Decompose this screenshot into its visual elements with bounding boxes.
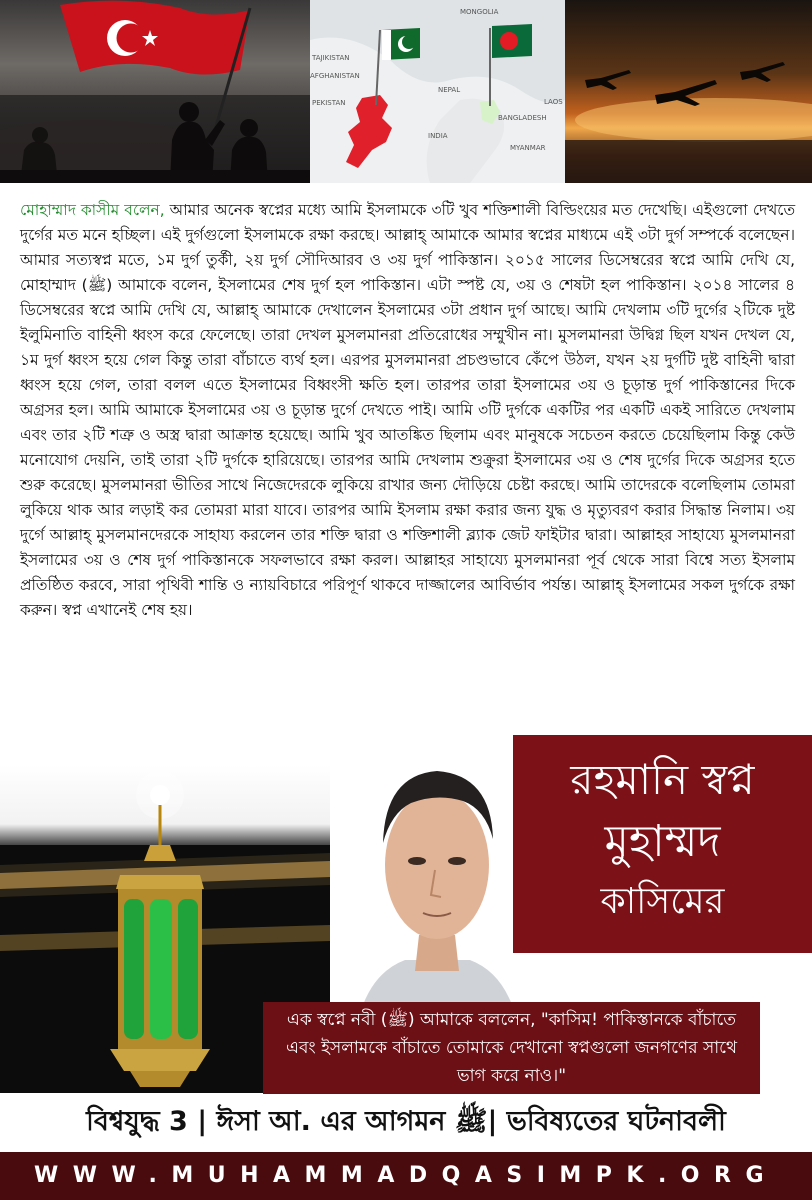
map-label: MYANMAR: [510, 144, 546, 152]
map-label: MONGOLIA: [460, 8, 499, 16]
map-label: INDIA: [428, 132, 448, 140]
top-banner: [0, 0, 812, 183]
title-line-3: কাসিমের: [600, 881, 725, 922]
turkish-flag-protest-image: [0, 0, 310, 183]
map-label: PEKISTAN: [312, 99, 346, 107]
title-line-1: রহমানি স্বপ্ন: [570, 755, 755, 804]
map-label: AFGHANISTAN: [310, 72, 360, 80]
website-url[interactable]: WWW.MUHAMMADQASIMPK.ORG: [0, 1152, 812, 1200]
protest-scene-illustration: [0, 0, 310, 183]
article-body: আমার অনেক স্বপ্নের মধ্যে আমি ইসলামকে ৩টি খুব শক্তিশালী বিল্ডিংয়ের মত দেখেছি। এইগুলো দেখতে দুর্গের মত মনে হচ্ছিল। এই দুর্গগুলো ইসলামকে রক্ষা করছে। আল্লাহ্ আমাকে আমার স্বপ্নের মাধ্যমে এই ৩টা দুর্গ সম্পর্কে বলেছেন। আমার সত্যস্বপ্ন মতে, ১ম দুর্গ তুর্কী, ২য় দুর্গ সৌদিআরব ও ৩য় দুর্গ পাকিস্তান। ২০১৫ সালের ডিসেম্বরের স্বপ্নে আমি দেখি যে, মোহাম্মাদ (ﷺ) আমাকে বলেন, ইসলামের শেষ দুর্গ হল পাকিস্তান। এটা স্পষ্ট যে, ৩য় ও শেষটা হল পাকিস্তান। ২০১৪ সালের ৪ ডিসেম্বরের স্বপ্নে আমি দেখি যে, আল্লাহ্ আমাকে দেখালেন ইসলামের ৩টা প্রধান দুর্গ আছে। আমি দেখলাম ৩টি দুর্গের ২টিকে দুষ্ট ইলুমিনাতি বাহিনী ধ্বংস করে ফেলেছে। তারা দেখল মুসলমানরা প্রতিরোধের সম্মুখীন না। মুসলমানরা উদ্বিগ্ন ছিল যখন দেখল যে, ১ম দুর্গ ধ্বংস হয়ে গেল কিন্তু তারা বাঁচাতে ব্যর্থ হল। এরপর মুসলমানরা প্রচণ্ডভাবে কেঁপে উঠল, যখন ২য় দুর্গটি দুষ্ট বাহিনী দ্বারা ধ্বংস হয়ে গেল, তারা বলল এতে ইসলামের বিধ্বংসী ক্ষতি হল। তারপর তারা ইসলামের ৩য় ও চূড়ান্ত দুর্গ পাকিস্তানের দিকে অগ্রসর হল। আমি আমাকে ইসলামের ৩য় ও চূড়ান্ত দুর্গে দেখতে পাই। আমি ৩টি দুর্গকে একটির পর একটি একই সারিতে দেখলাম এবং তার ২টি শত্রু ও অস্ত্র দ্বারা আক্রান্ত হয়েছে। আমি খুব আতঙ্কিত ছিলাম এবং মানুষকে সচেতন করতে চেয়েছিলাম কিন্তু কেউ মনোযোগ দেয়নি, তাই তারা ২টি দুর্গকে হারিয়েছে। তারপর আমি দেখলাম শুক্রুরা ইসলামের ৩য় ও শেষ দুর্গের দিকে অগ্রসর হতে শুরু করেছে। মুসলমানরা ভীতির সাথে নিজেদেরকে লুকিয়ে রাখার জন্য দৌড়িয়ে চেষ্টা করছে। আমি তাদেরকে বলেছিলাম তোমরা লুকিয়ে থাক আর লড়াই কর তোমরা মারা যাবে। তারপর আমি ইসলাম রক্ষা করার জন্য যুদ্ধ ও মৃত্যুবরণ করার সিদ্ধান্ত নিলাম। ৩য় দুর্গে আল্লাহ্ মুসলমানদেরকে সাহায্য করলেন তার শক্তি দ্বারা ও শক্তিশালী ব্ল্যাক জেট ফাইটার দ্বারা। আল্লাহর সাহায্যে মুসলমানরা ইসলামের ৩য় ও শেষ দুর্গ পাকিস্তানকে সফলভাবে রক্ষা করল। আল্লাহর সাহায্যে মুসলমানরা পূর্ব থেকে সারা বিশ্বে সত্য ইসলাম প্রতিষ্ঠিত করবে, সারা পৃথিবী শান্তি ও ন্যায়বিচারে পরিপূর্ণ থাকবে দাজ্জালের আবির্ভাব পর্যন্ত। আল্লাহ্ ইসলামের সকল দুর্গকে রক্ষা করুন। স্বপ্ন এখানেই শেষ হয়।: [20, 201, 795, 619]
jet-fighters-sunset-image: [565, 0, 812, 183]
dream-article-text: [20, 198, 795, 623]
map-label: TAJIKISTAN: [312, 54, 350, 62]
map-label: LAOS: [544, 98, 563, 106]
title-line-2: মুহাম্মদ: [604, 816, 721, 867]
speaker-name: মোহাম্মাদ কাসীম বলেন,: [20, 201, 165, 219]
jet-fighters-illustration: [565, 0, 812, 183]
map-illustration: [310, 0, 565, 183]
map-label: BANGLADESH: [498, 114, 547, 122]
map-label: NEPAL: [438, 86, 461, 94]
title-box: [513, 735, 812, 953]
muhammad-qasim-portrait: [335, 735, 540, 1035]
portrait-illustration: [335, 735, 540, 1035]
pakistan-bangladesh-map-image: [310, 0, 565, 183]
topics-heading: বিশ্বযুদ্ধ 3 | ঈসা আ. এর আগমন ﷺ| ভবিষ্যতের ঘটনাবলী: [86, 1106, 726, 1137]
prophet-quote-box: এক স্বপ্নে নবী (ﷺ) আমাকে বললেন, "কাসিম! পাকিস্তানকে বাঁচাতে এবং ইসলামকে বাঁচাতে তোমাকে দেখানো স্বপ্নগুলো জনগণের সাথে ভাগ করে নাও।": [263, 1002, 760, 1094]
